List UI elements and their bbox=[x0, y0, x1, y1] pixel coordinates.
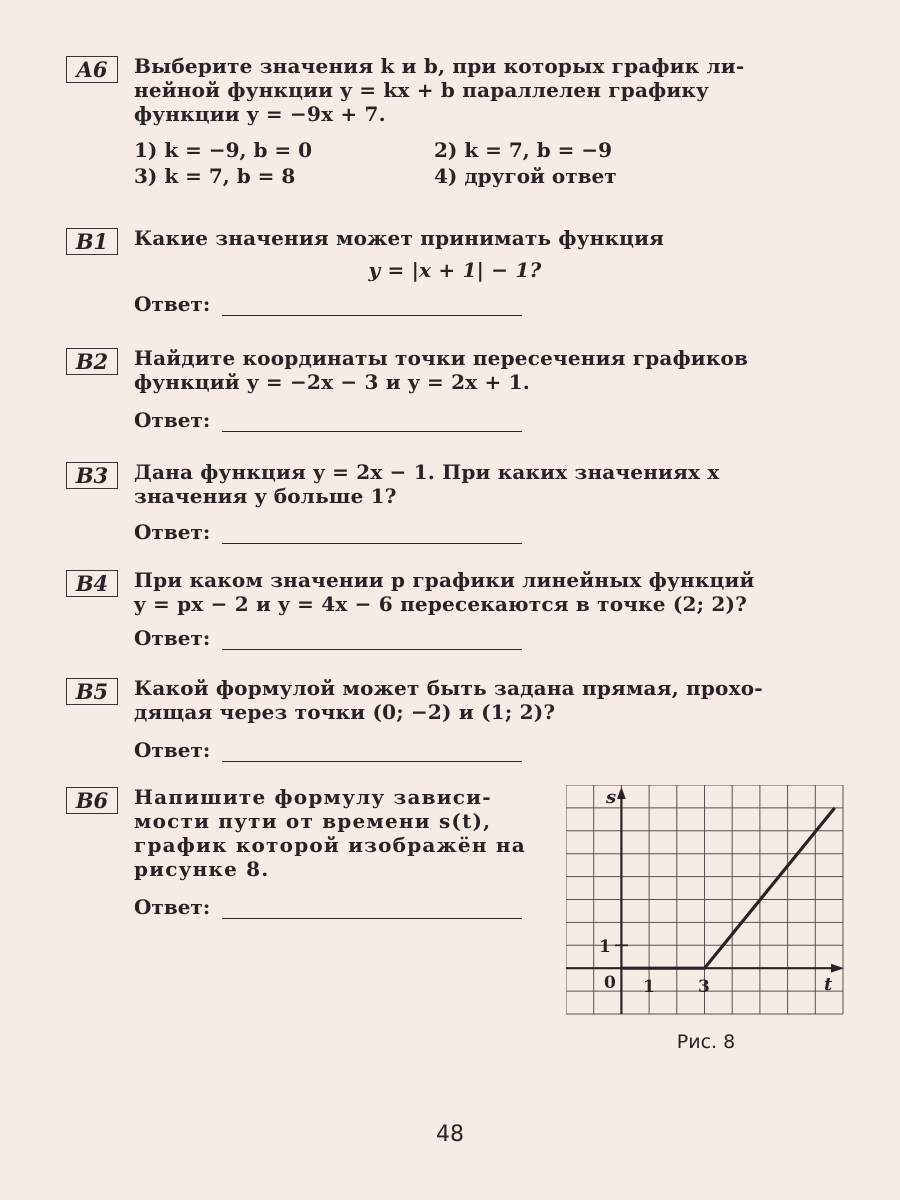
origin-label: 0 bbox=[604, 973, 616, 993]
question-line: При каком значении p графики линейных функций bbox=[134, 568, 755, 592]
t-axis-label: t bbox=[824, 974, 833, 995]
figure-8 bbox=[566, 785, 846, 1060]
task-label: B5 bbox=[66, 678, 118, 705]
t-tick-1: 1 bbox=[643, 977, 655, 997]
answer-label: Ответ: bbox=[134, 895, 211, 919]
s-tick-1: 1 bbox=[599, 937, 611, 957]
figure-caption: Рис. 8 bbox=[676, 1031, 736, 1053]
s-axis-arrow-icon bbox=[617, 787, 626, 799]
graph-s-of-t bbox=[566, 785, 846, 1025]
answer-input-line[interactable] bbox=[222, 297, 522, 316]
answer-input-line[interactable] bbox=[222, 631, 522, 650]
option-1[interactable]: 1) k = −9, b = 0 bbox=[134, 138, 313, 162]
question-line: функции y = −9x + 7. bbox=[134, 102, 386, 126]
task-label: B2 bbox=[66, 348, 118, 375]
t-tick-3: 3 bbox=[698, 977, 710, 997]
formula: y = |x + 1| − 1? bbox=[368, 258, 542, 282]
answer-label: Ответ: bbox=[134, 626, 211, 650]
task-label: B3 bbox=[66, 462, 118, 489]
s-axis-label: s bbox=[606, 787, 617, 808]
option-4[interactable]: 4) другой ответ bbox=[434, 164, 617, 188]
answer-field bbox=[134, 520, 856, 544]
question-line: рисунке 8. bbox=[134, 857, 270, 881]
answer-label: Ответ: bbox=[134, 520, 211, 544]
question-line: Выберите значения k и b, при которых график ли- bbox=[134, 54, 745, 78]
task-label: B6 bbox=[66, 787, 118, 814]
task-label: A6 bbox=[66, 56, 118, 83]
question-line: Найдите координаты точки пересечения графиков bbox=[134, 346, 749, 370]
answer-input-line[interactable] bbox=[222, 900, 522, 919]
t-axis-arrow-icon bbox=[831, 964, 844, 973]
answer-options bbox=[134, 138, 856, 188]
task-label: B4 bbox=[66, 570, 118, 597]
task-label: B1 bbox=[66, 228, 118, 255]
answer-label: Ответ: bbox=[134, 408, 211, 432]
option-2[interactable]: 2) k = 7, b = −9 bbox=[434, 138, 613, 162]
s-t-line bbox=[621, 808, 834, 968]
option-3[interactable]: 3) k = 7, b = 8 bbox=[134, 164, 296, 188]
question-line: Какие значения может принимать функция bbox=[134, 226, 665, 250]
page-number: 48 bbox=[436, 1122, 464, 1147]
question-line: Какой формулой может быть задана прямая, прохо- bbox=[134, 676, 763, 700]
question-line: нейной функции y = kx + b параллелен графику bbox=[134, 78, 710, 102]
answer-input-line[interactable] bbox=[222, 413, 522, 432]
question-line: функций y = −2x − 3 и y = 2x + 1. bbox=[134, 370, 530, 394]
question-line: мости пути от времени s(t), bbox=[134, 809, 492, 833]
question-line: дящая через точки (0; −2) и (1; 2)? bbox=[134, 700, 556, 724]
answer-input-line[interactable] bbox=[222, 743, 522, 762]
question-line: y = px − 2 и y = 4x − 6 пересекаются в точке (2; 2)? bbox=[134, 592, 748, 616]
answer-field bbox=[134, 895, 556, 919]
answer-field bbox=[134, 626, 856, 650]
answer-field bbox=[134, 738, 856, 762]
answer-label: Ответ: bbox=[134, 292, 211, 316]
question-line: график которой изображён на bbox=[134, 833, 526, 857]
question-line: Дана функция y = 2x − 1. При каких значениях x bbox=[134, 460, 720, 484]
question-line: Напишите формулу зависи- bbox=[134, 785, 492, 809]
answer-field bbox=[134, 292, 856, 316]
answer-input-line[interactable] bbox=[222, 525, 522, 544]
answer-label: Ответ: bbox=[134, 738, 211, 762]
question-line: значения y больше 1? bbox=[134, 484, 397, 508]
answer-field bbox=[134, 408, 856, 432]
